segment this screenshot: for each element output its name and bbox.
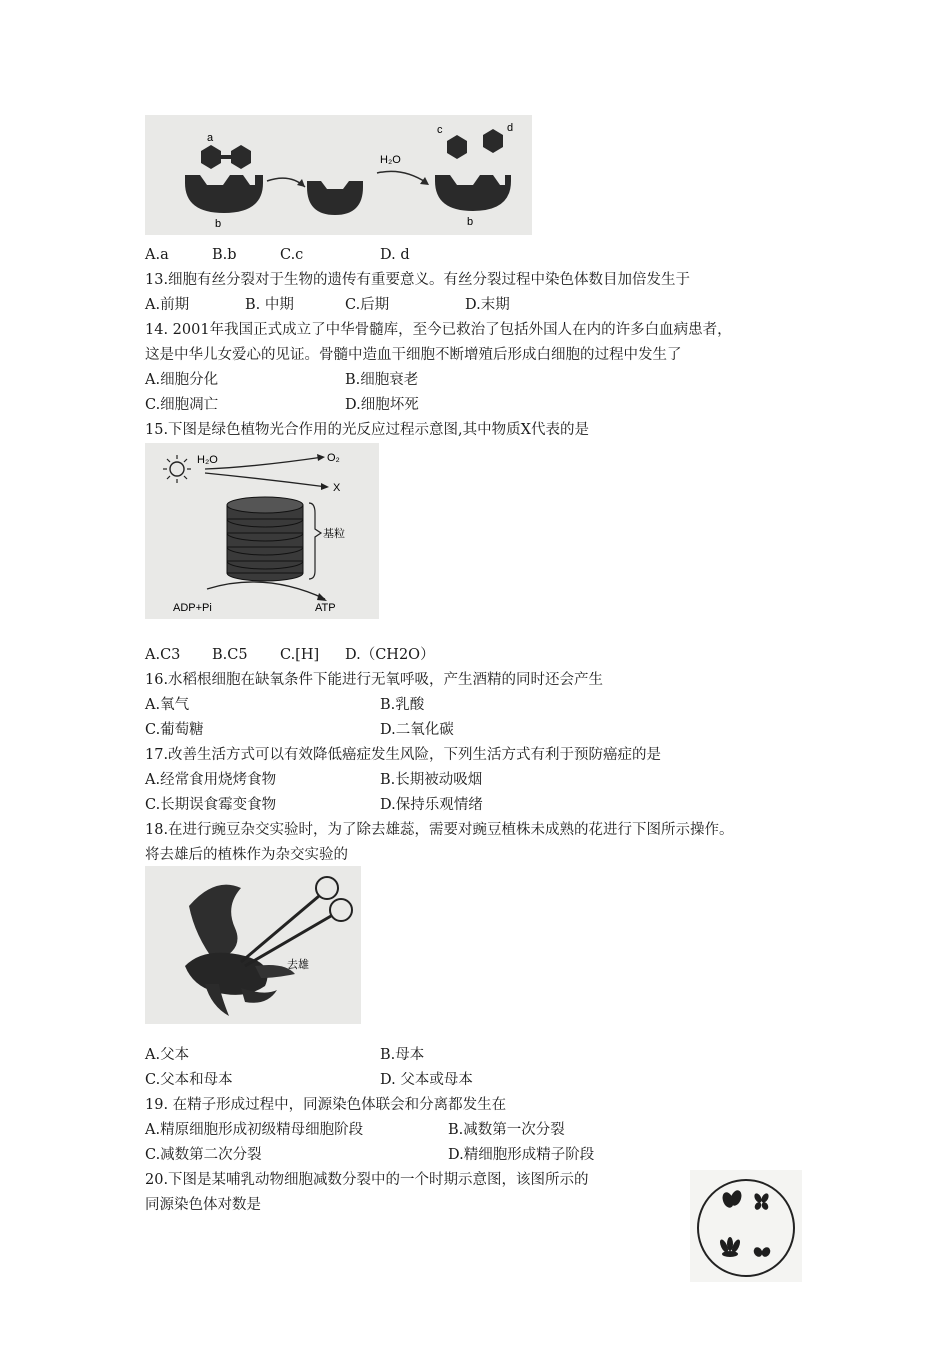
- substrate-bond: [221, 155, 231, 159]
- meiosis-cell-diagram: [690, 1170, 802, 1282]
- q15-option-c: C.[H]: [280, 647, 320, 663]
- product-c: [447, 135, 467, 159]
- q14-option-d: D.细胞坏死: [345, 397, 419, 413]
- q17-option-b: B.长期被动吸烟: [380, 772, 483, 788]
- q16-option-c: C.葡萄糖: [145, 722, 204, 738]
- label-adp-pi: ADP+Pi: [173, 602, 212, 614]
- label-b-left: b: [215, 218, 222, 230]
- arrow-2-head: [420, 177, 429, 185]
- q20-stem-line2: 同源染色体对数是: [145, 1197, 261, 1213]
- q15-stem: 15.下图是绿色植物光合作用的光反应过程示意图,其中物质X代表的是: [145, 422, 589, 438]
- chromosome-lower-left: [718, 1237, 741, 1257]
- q13-option-a: A.前期: [145, 297, 190, 313]
- q12-option-a: A.a: [145, 247, 169, 263]
- arrow-atp: [207, 582, 325, 599]
- q12-option-b: B.b: [212, 247, 237, 263]
- q19-option-a: A.精原细胞形成初级精母细胞阶段: [145, 1122, 364, 1138]
- sun-icon: [163, 455, 191, 483]
- q15-option-a: A.C3: [145, 647, 181, 663]
- q16-option-d: D.二氧化碳: [380, 722, 454, 738]
- enzyme-b-left: [185, 175, 263, 213]
- arrow-x: [205, 473, 327, 487]
- label-b-right: b: [467, 216, 474, 228]
- arrow-2: [377, 171, 427, 183]
- q14-option-b: B.细胞衰老: [345, 372, 419, 388]
- emasculation-diagram: [145, 866, 361, 1024]
- granum-brace: [309, 503, 321, 579]
- light-reaction-figure: [145, 443, 379, 619]
- q19-stem: 19. 在精子形成过程中，同源染色体联会和分离都发生在: [145, 1097, 507, 1113]
- label-o2: O₂: [327, 452, 340, 464]
- label-x: X: [333, 482, 341, 494]
- q16-option-a: A.氧气: [145, 697, 190, 713]
- q12-option-c: C.c: [280, 247, 304, 263]
- q18-option-b: B.母本: [380, 1047, 425, 1063]
- arrow-1-head: [297, 179, 305, 187]
- substrate-part-right: [231, 145, 251, 169]
- emasculation-figure: [145, 866, 361, 1024]
- chromosome-upper-left: [721, 1189, 744, 1209]
- substrate-part-left: [201, 145, 221, 169]
- q13-option-b: B. 中期: [245, 297, 294, 313]
- q15-option-b: B.C5: [212, 647, 248, 663]
- q19-option-d: D.精细胞形成精子阶段: [448, 1147, 595, 1163]
- label-c: c: [437, 124, 443, 136]
- petal-lower: [241, 988, 277, 1003]
- arrow-o2: [205, 457, 323, 469]
- granum-stack: [227, 497, 303, 581]
- arrow-x-head: [321, 483, 329, 490]
- q17-option-d: D.保持乐观情绪: [380, 797, 483, 813]
- q19-option-c: C.减数第二次分裂: [145, 1147, 262, 1163]
- q16-option-b: B.乳酸: [380, 697, 425, 713]
- q13-option-d: D.末期: [465, 297, 510, 313]
- q18-option-a: A.父本: [145, 1047, 190, 1063]
- q18-option-c: C.父本和母本: [145, 1072, 233, 1088]
- q14-option-c: C.细胞凋亡: [145, 397, 219, 413]
- light-reaction-diagram: [145, 443, 379, 619]
- q13-stem: 13.细胞有丝分裂对于生物的遗传有重要意义。有丝分裂过程中染色体数目加倍发生于: [145, 272, 691, 288]
- label-atp: ATP: [315, 602, 336, 614]
- q17-option-a: A.经常食用烧烤食物: [145, 772, 277, 788]
- q14-stem-line2: 这是中华儿女爱心的见证。骨髓中造血干细胞不断增殖后形成白细胞的过程中发生了: [145, 347, 682, 363]
- q14-option-a: A.细胞分化: [145, 372, 219, 388]
- chromosome-lower-right: [752, 1246, 772, 1259]
- label-a: a: [207, 132, 214, 144]
- enzyme-b-right: [435, 175, 511, 211]
- q17-stem: 17.改善生活方式可以有效降低癌症发生风险，下列生活方式有利于预防癌症的是: [145, 747, 662, 763]
- q13-option-c: C.后期: [345, 297, 390, 313]
- label-h2o: H₂O: [197, 454, 218, 466]
- q16-stem: 16.水稻根细胞在缺氧条件下能进行无氧呼吸，产生酒精的同时还会产生: [145, 672, 604, 688]
- q14-stem-line1: 14. 2001年我国正式成立了中华骨髓库，至今已救治了包括外国人在内的许多白血病患者，: [145, 322, 732, 338]
- enzyme-middle: [307, 181, 363, 215]
- meiosis-cell-figure: [690, 1170, 802, 1282]
- q20-stem-line1: 20.下图是某哺乳动物细胞减数分裂中的一个时期示意图，该图所示的: [145, 1172, 589, 1188]
- label-d: d: [507, 122, 514, 134]
- q18-stem-line1: 18.在进行豌豆杂交实验时，为了除去雄蕊，需要对豌豆植株未成熟的花进行下图所示操作。: [145, 822, 734, 838]
- product-d: [483, 129, 503, 153]
- chromosome-upper-right: [753, 1192, 770, 1211]
- label-h2o: H₂O: [380, 154, 401, 166]
- arrow-atp-head: [317, 593, 327, 601]
- cell-membrane: [698, 1180, 794, 1276]
- q12-option-d: D. d: [380, 247, 410, 263]
- enzyme-reaction-figure: [145, 115, 532, 235]
- enzyme-reaction-diagram: [145, 115, 532, 235]
- q18-option-d: D. 父本或母本: [380, 1072, 473, 1088]
- arrow-o2-head: [317, 454, 325, 461]
- q19-option-b: B.减数第一次分裂: [448, 1122, 565, 1138]
- q15-option-d: D.（CH2O）: [345, 647, 435, 663]
- label-emasculate: 去雄: [287, 959, 309, 971]
- label-granum: 基粒: [323, 528, 345, 540]
- scissors-icon: [241, 877, 352, 966]
- q17-option-c: C.长期误食霉变食物: [145, 797, 277, 813]
- petal-upper: [189, 885, 241, 962]
- q18-stem-line2: 将去雄后的植株作为杂交实验的: [145, 847, 348, 863]
